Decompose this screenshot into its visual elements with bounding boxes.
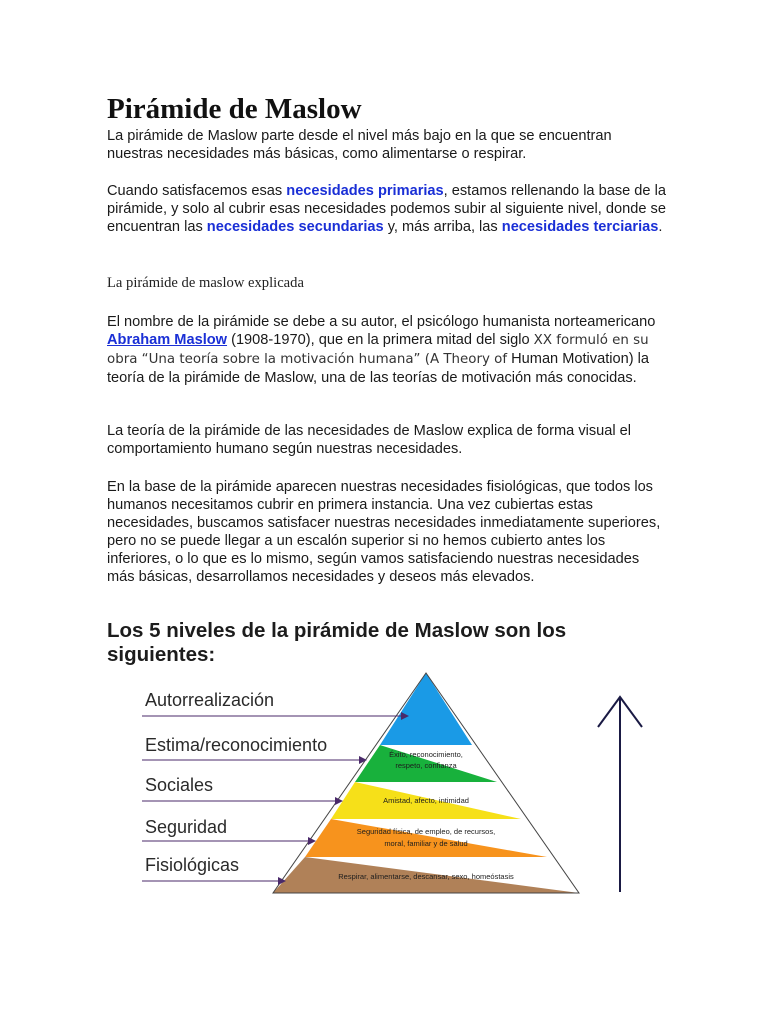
level-desc-seguridad-2: moral, familiar y de salud [384, 839, 468, 848]
link-necesidades-primarias[interactable]: necesidades primarias [286, 183, 444, 199]
level-desc-fisiologicas: Respirar, alimentarse, descansar, sexo, homeóstasis [338, 872, 514, 881]
text-segment-alt-font: XX formuló en su obra “Una teoría sobre la motivación humana” (A Theory of [107, 333, 649, 367]
link-necesidades-terciarias[interactable]: necesidades terciarias [501, 219, 659, 235]
link-abraham-maslow[interactable]: Abraham Maslow [107, 332, 228, 348]
text-segment: . [658, 219, 663, 235]
section-subtitle: La pirámide de maslow explicada [107, 275, 304, 291]
level-label-autorrealizacion: Autorrealización [145, 690, 275, 710]
level-desc-estima-2: respeto, confianza [395, 761, 457, 770]
link-necesidades-secundarias[interactable]: necesidades secundarias [206, 219, 384, 235]
level-label-sociales: Sociales [145, 775, 214, 795]
level-desc-estima-1: Éxito, reconocimiento, [389, 750, 463, 759]
level-label-seguridad: Seguridad [145, 817, 228, 837]
base-paragraph: En la base de la pirámide aparecen nuestras necesidades fisiológicas, que todos los humanos necesitamos cubrir en primera instancia. Una vez cubiertas estas necesidades, buscamos satisfacer nuestras necesidades inmediatamente superiores, pero no se puede llegar a un escalón superior si no hemos cubierto antes los inferiores, o lo que es lo mismo, según vamos satisfaciendo nuestras necesidades más básicas, desarrollamos necesidades y deseos más elevados. [107, 479, 661, 585]
text-segment: Cuando satisfacemos esas [107, 183, 287, 199]
pyramid-level-seguridad [305, 819, 547, 857]
figure-title: Los 5 niveles de la pirámide de Maslow son los siguientes: [107, 619, 567, 666]
pyramid-level-autorrealizacion [380, 673, 472, 745]
intro-paragraph: La pirámide de Maslow parte desde el nivel más bajo en la que se encuentran nuestras necesidades más básicas, como alimentarse o respirar. [107, 128, 612, 162]
theory-paragraph: La teoría de la pirámide de las necesidades de Maslow explica de forma visual el comportamiento humano según nuestras necesidades. [107, 423, 632, 457]
level-label-estima: Estima/reconocimiento [145, 735, 328, 755]
page-title: Pirámide de Maslow [107, 93, 362, 125]
level-label-fisiologicas: Fisiológicas [145, 855, 240, 875]
upward-arrow-icon [598, 697, 642, 892]
text-segment: , estamos rellenando la base de la pirámide, y solo al cubrir esas necesidades podemos subir al siguiente nivel, donde se encuentran las [107, 183, 666, 235]
level-desc-sociales: Amistad, afecto, intimidad [383, 796, 469, 805]
level-desc-seguridad-1: Seguridad física, de empleo, de recursos, [356, 827, 496, 836]
text-segment: Human Motivation) la teoría de la pirámide de Maslow, una de las teorías de motivación más conocidas. [107, 351, 650, 386]
text-segment: (1908-1970), que en la primera mitad del siglo [227, 332, 534, 348]
text-segment: El nombre de la pirámide se debe a su autor, el psicólogo humanista norteamericano [107, 314, 656, 330]
text-segment: y, más arriba, las [383, 219, 502, 235]
